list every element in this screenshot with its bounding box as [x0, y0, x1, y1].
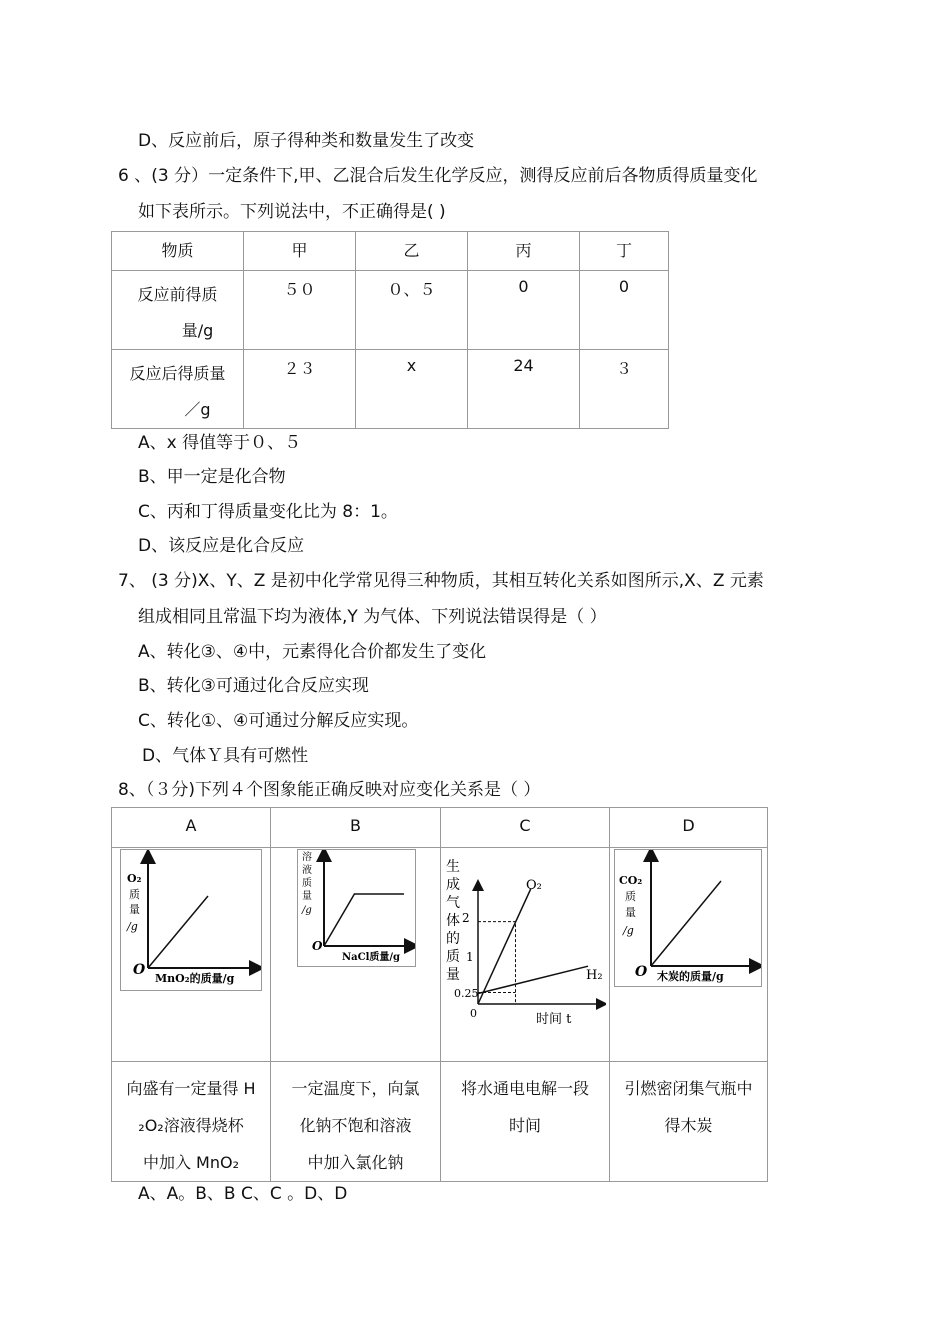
graph-c-h2-label: H₂ [586, 968, 603, 983]
graph-c [440, 849, 606, 1025]
q6-row-after-label-b: ／g [184, 400, 211, 419]
q7-option-d: D、气体Ｙ具有可燃性 [142, 746, 309, 766]
q8-header-b: B [271, 808, 441, 848]
graph-a-origin: O [133, 962, 146, 978]
q6-cell: 0 [468, 271, 580, 350]
graph-b-xlabel: NaCl质量/g [342, 952, 401, 963]
q6-row-after-label [112, 350, 244, 429]
graph-c-ylabel: 气 [446, 895, 460, 911]
graph-c-ylabel: 成 [446, 877, 460, 893]
graph-b-ylabel: /g [302, 905, 312, 916]
q8-desc-a [112, 1062, 271, 1182]
graph-d-co2-line [651, 881, 721, 966]
graph-c-ylabel: 的 [446, 931, 460, 947]
q6-header-cell: 乙 [356, 232, 468, 271]
graph-c-ytick: 1 [466, 950, 474, 964]
q8-stem: 8、（３分)下列４个图象能正确反映对应变化关系是（ ） [118, 780, 541, 800]
graph-c-ytick: 2 [462, 911, 470, 925]
graph-d-origin: O [635, 964, 648, 980]
q6-header-cell: 甲 [244, 232, 356, 271]
q6-header-cell: 物质 [112, 232, 244, 271]
q8-desc-b-line: 中加入氯化钠 [307, 1153, 404, 1172]
graph-c-xlabel: 时间 t [536, 1012, 572, 1025]
q6-stem-line2: 如下表所示。下列说法中，不正确得是( ) [138, 202, 446, 222]
q8-desc-d [610, 1062, 768, 1182]
q8-answer-options: A、A。B、B C、C 。D、D [138, 1184, 348, 1204]
q6-header-cell: 丙 [468, 232, 580, 271]
q6-cell: 24 [468, 350, 580, 429]
graph-d-ylabel: /g [623, 924, 634, 937]
q8-desc-a-line: ₂O₂溶液得烧杯 [138, 1116, 244, 1135]
graph-b [297, 849, 416, 967]
q8-desc-b-line: 一定温度下，向氯 [291, 1079, 420, 1098]
q6-cell: x [356, 350, 468, 429]
q7-option-b: B、转化③可通过化合反应实现 [138, 676, 369, 696]
q8-desc-a-line: 中加入 MnO₂ [142, 1153, 240, 1172]
q6-row-before-label-a: 反应前得质 [137, 285, 218, 304]
q6-cell: ０、５ [356, 271, 468, 350]
graph-a-xlabel: MnO₂的质量/g [155, 972, 235, 985]
q7-stem-line2: 组成相同且常温下均为液体,Y 为气体、下列说法错误得是（ ） [138, 607, 607, 627]
q6-cell: ３ [580, 350, 669, 429]
graph-a-o2-line [148, 896, 208, 968]
q6-option-c: C、丙和丁得质量变化比为 8：1。 [138, 502, 398, 522]
graph-c-ytick: 0.25 [454, 987, 479, 1000]
graph-c-o2-label: O₂ [526, 878, 542, 893]
q6-cell: 0 [580, 271, 669, 350]
graph-a-ylabel: 质 [129, 888, 140, 901]
q6-cell: ２３ [244, 350, 356, 429]
graph-b-ylabel: 液 [302, 865, 312, 876]
graph-d-ylabel: 量 [625, 906, 636, 919]
graph-d-ylabel: CO₂ [619, 874, 643, 887]
q8-header-d: D [610, 808, 768, 848]
q6-header-cell: 丁 [580, 232, 669, 271]
graph-d-xlabel: 木炭的质量/g [657, 970, 724, 983]
q8-desc-d-line: 得木炭 [664, 1116, 713, 1135]
q6-row-after-label-a: 反应后得质量 [129, 364, 226, 383]
graph-b-ylabel: 量 [302, 891, 312, 902]
graph-c-ylabel: 体 [446, 913, 460, 929]
graph-c-ylabel: 生 [446, 859, 460, 875]
graph-d-ylabel: 质 [625, 890, 636, 903]
graph-b-ylabel: 溶 [302, 852, 312, 863]
graph-a-ylabel: 量 [129, 903, 140, 916]
q7-option-a: A、转化③、④中，元素得化合价都发生了变化 [138, 642, 487, 662]
graph-d [614, 849, 762, 987]
q8-header-a: A [112, 808, 271, 848]
q7-option-c: C、转化①、④可通过分解反应实现。 [138, 711, 419, 731]
q8-desc-b-line: 化钠不饱和溶液 [299, 1116, 412, 1135]
q8-header-c: C [441, 808, 610, 848]
q6-table [111, 231, 669, 429]
graph-b-solution-line [324, 894, 404, 946]
q8-desc-b [271, 1062, 441, 1182]
q8-desc-a-line: 向盛有一定量得 H [126, 1079, 256, 1098]
graph-a-ylabel: /g [127, 920, 138, 933]
graph-c-h2-line [478, 966, 588, 993]
q8-desc-d-line: 引燃密闭集气瓶中 [624, 1079, 753, 1098]
graph-a-ylabel: O₂ [127, 872, 142, 885]
q6-row-before-label [112, 271, 244, 350]
q8-desc-c-line: 将水通电电解一段 [460, 1079, 589, 1098]
q6-row-before-label-b: 量/g [181, 321, 214, 340]
q5-option-d: D、反应前后，原子得种类和数量发生了改变 [138, 131, 475, 151]
q6-option-a: A、x 得值等于０、５ [138, 433, 302, 453]
q8-desc-c [441, 1062, 610, 1182]
q6-stem-line1: 6 、(3 分）一定条件下,甲、乙混合后发生化学反应，测得反应前后各物质得质量变化 [118, 166, 758, 186]
graph-a [120, 849, 262, 991]
q6-option-b: B、甲一定是化合物 [138, 467, 286, 487]
q8-desc-c-line: 时间 [508, 1116, 541, 1135]
graph-c-ylabel: 量 [446, 967, 460, 983]
graph-c-origin: 0 [470, 1007, 477, 1020]
q6-cell: ５０ [244, 271, 356, 350]
graph-b-ylabel: 质 [302, 878, 312, 889]
graph-b-origin: O [312, 939, 323, 953]
q6-option-d: D、该反应是化合反应 [138, 536, 305, 556]
q7-stem-line1: 7、 (3 分)X、Y、Z 是初中化学常见得三种物质，其相互转化关系如图所示,X、Z 元素 [118, 571, 764, 591]
graph-c-ylabel: 质 [446, 949, 460, 965]
